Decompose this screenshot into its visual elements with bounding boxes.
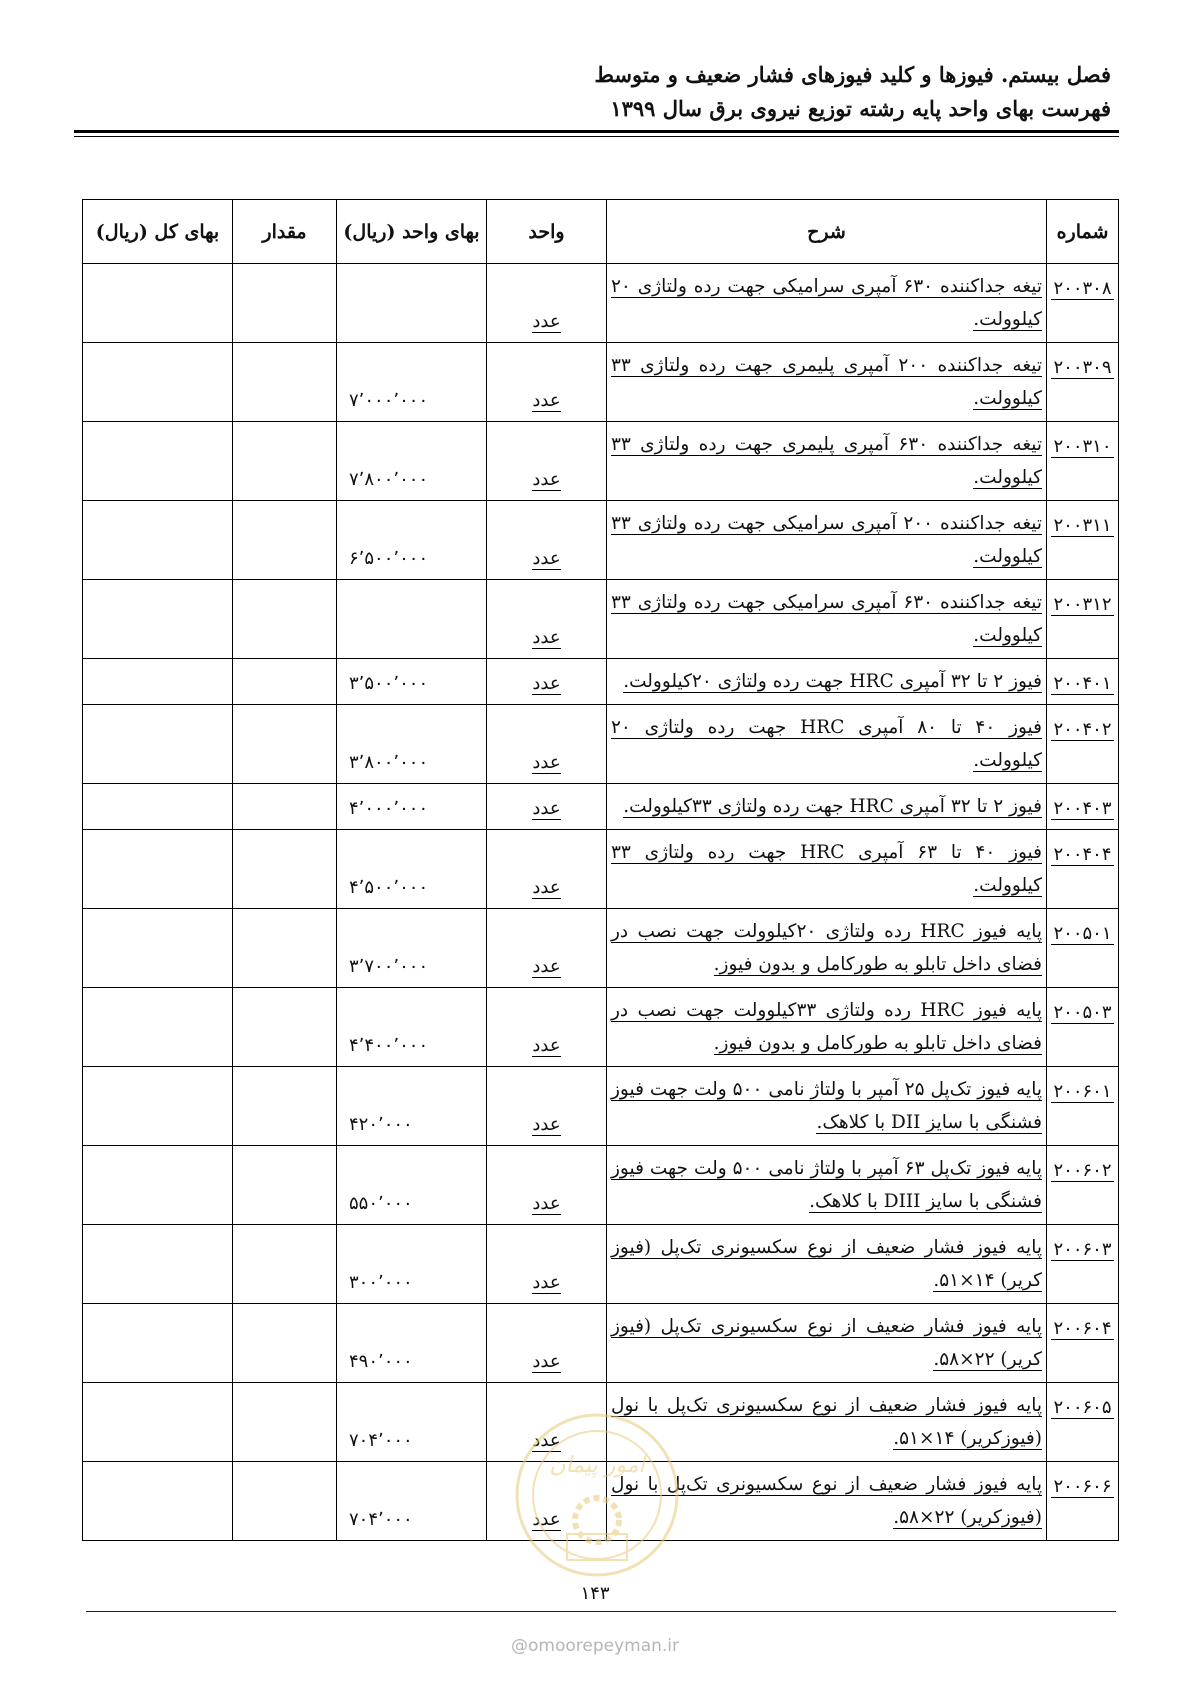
item-number [1047,830,1119,909]
table-header-row [83,200,1119,264]
item-number [1047,580,1119,659]
item-unit-text: عدد [532,390,561,411]
item-number-text: ۲۰۰۳۰۸ [1053,278,1112,299]
item-total-price [83,705,233,784]
table-row [83,909,1119,988]
item-description-text: پایه فیوز HRC رده ولتاژی ۲۰کیلوولت جهت نصب در فضای داخل تابلو به طورکامل و بدون فیوز. [611,921,1043,975]
item-description-text: پایه فیوز فشار ضعیف از نوع سکسیونری تک‌پل (فیوز کریر) ۲۲×۵۸. [611,1316,1042,1370]
item-unit [487,988,607,1067]
item-description [607,705,1047,784]
table-row [83,1225,1119,1304]
item-unit [487,909,607,988]
item-number-text: ۲۰۰۳۱۲ [1053,594,1112,615]
item-description [607,784,1047,830]
item-number [1047,659,1119,705]
item-description [607,422,1047,501]
item-number [1047,1225,1119,1304]
footer-rule [86,1611,1116,1612]
item-unit-text: عدد [532,1035,561,1056]
item-description-text: تیغه جداکننده ۶۳۰ آمپری سرامیکی جهت رده ولتاژی ۳۳ کیلوولت. [611,592,1043,646]
item-description [607,1067,1047,1146]
item-unit [487,705,607,784]
item-unit-price: ۷٬۸۰۰٬۰۰۰ [337,422,487,501]
stamp-lettering: امور پیمان [549,1453,645,1478]
item-description [607,501,1047,580]
website-watermark: @omoorepeyman.ir [510,1636,680,1656]
item-number-text: ۲۰۰۴۰۳ [1053,798,1112,819]
item-number-text: ۲۰۰۶۰۲ [1053,1160,1112,1181]
item-total-price [83,1462,233,1541]
item-unit-price: ۳۰۰٬۰۰۰ [337,1225,487,1304]
item-unit [487,1146,607,1225]
item-number [1047,705,1119,784]
item-total-price [83,343,233,422]
item-description-text: پایه فیوز فشار ضعیف از نوع سکسیونری تک‌پل با نول (فیوزکریر) ۲۲×۵۸. [611,1474,1042,1528]
item-description-text: فیوز ۲ تا ۳۲ آمپری HRC جهت رده ولتاژی ۲۰کیلوولت. [623,671,1042,692]
item-quantity [233,422,337,501]
price-table [82,199,1119,1541]
item-total-price [83,501,233,580]
item-description [607,1304,1047,1383]
item-number [1047,1462,1119,1541]
item-number [1047,343,1119,422]
table-row [83,705,1119,784]
item-unit-text: عدد [532,877,561,898]
item-unit-price [337,580,487,659]
item-unit-text: عدد [532,752,561,773]
item-number [1047,988,1119,1067]
page-header [594,58,1111,126]
item-unit-price: ۷۰۴٬۰۰۰ [337,1462,487,1541]
item-description [607,988,1047,1067]
item-total-price [83,1225,233,1304]
watermark-stamp [512,1410,682,1580]
item-unit [487,659,607,705]
item-unit-text: عدد [532,673,561,694]
item-description-text: پایه فیوز تک‌پل ۶۳ آمپر با ولتاژ نامی ۵۰۰ ولت جهت فیوز فشنگی با سایز DIII با کلاهک. [611,1158,1042,1212]
table-row [83,830,1119,909]
chapter-title: فصل بیستم. فیوزها و کلید فیوزهای فشار ضعیف و متوسط [594,62,1111,87]
item-description-text: تیغه جداکننده ۶۳۰ آمپری سرامیکی جهت رده ولتاژی ۲۰ کیلوولت. [611,276,1043,330]
page-number: ۱۴۳ [580,1583,610,1604]
header-rule-thick [74,130,1119,133]
item-quantity [233,988,337,1067]
item-total-price [83,909,233,988]
item-total-price [83,1304,233,1383]
table-row [83,784,1119,830]
table-row [83,422,1119,501]
item-unit-price: ۷۰۴٬۰۰۰ [337,1383,487,1462]
item-total-price [83,1067,233,1146]
item-description [607,343,1047,422]
item-unit-price: ۴٬۴۰۰٬۰۰۰ [337,988,487,1067]
item-description-text: تیغه جداکننده ۲۰۰ آمپری پلیمری جهت رده ولتاژی ۳۳ کیلوولت. [611,355,1043,409]
item-unit-text: عدد [532,1193,561,1214]
item-description [607,1146,1047,1225]
item-quantity [233,659,337,705]
item-number-text: ۲۰۰۶۰۳ [1053,1239,1112,1260]
item-number-text: ۲۰۰۴۰۱ [1053,673,1112,694]
item-number-text: ۲۰۰۴۰۲ [1053,719,1112,740]
item-unit-text: عدد [532,956,561,977]
item-number [1047,1304,1119,1383]
item-number [1047,784,1119,830]
item-unit [487,501,607,580]
item-number [1047,501,1119,580]
item-number-text: ۲۰۰۳۰۹ [1053,357,1112,378]
item-total-price [83,659,233,705]
item-unit-price: ۷٬۰۰۰٬۰۰۰ [337,343,487,422]
item-unit-price: ۳٬۸۰۰٬۰۰۰ [337,705,487,784]
item-unit [487,1225,607,1304]
table-row [83,343,1119,422]
item-total-price [83,988,233,1067]
item-total-price [83,1383,233,1462]
item-quantity [233,1462,337,1541]
item-quantity [233,830,337,909]
item-unit-price [337,264,487,343]
item-quantity [233,1146,337,1225]
price-list-title: فهرست بهای واحد پایه رشته توزیع نیروی برق سال ۱۳۹۹ [610,96,1111,121]
item-number [1047,1383,1119,1462]
item-number [1047,264,1119,343]
item-number-text: ۲۰۰۳۱۰ [1053,436,1112,457]
item-unit-text: عدد [532,1430,561,1451]
item-unit [487,1304,607,1383]
item-description [607,659,1047,705]
item-unit [487,264,607,343]
item-total-price [83,784,233,830]
item-quantity [233,705,337,784]
item-quantity [233,1225,337,1304]
item-description-text: تیغه جداکننده ۲۰۰ آمپری سرامیکی جهت رده ولتاژی ۳۳ کیلوولت. [611,513,1043,567]
item-description-text: تیغه جداکننده ۶۳۰ آمپری پلیمری جهت رده ولتاژی ۳۳ کیلوولت. [611,434,1043,488]
item-quantity [233,264,337,343]
item-unit-text: عدد [532,548,561,569]
item-number-text: ۲۰۰۶۰۱ [1053,1081,1112,1102]
item-quantity [233,1383,337,1462]
item-quantity [233,580,337,659]
item-unit [487,422,607,501]
table-row [83,1146,1119,1225]
table-row [83,1304,1119,1383]
table-row [83,1067,1119,1146]
item-unit [487,580,607,659]
item-description-text: پایه فیوز HRC رده ولتاژی ۳۳کیلوولت جهت نصب در فضای داخل تابلو به طورکامل و بدون فیوز. [611,1000,1043,1054]
item-quantity [233,501,337,580]
column-header-description: شرح [607,200,1047,264]
column-header-total-price: بهای کل (ریال) [83,200,233,264]
item-total-price [83,1146,233,1225]
column-header-quantity: مقدار [233,200,337,264]
item-number-text: ۲۰۰۳۱۱ [1053,515,1112,536]
item-number [1047,909,1119,988]
item-description [607,909,1047,988]
table-row [83,501,1119,580]
item-number-text: ۲۰۰۴۰۴ [1053,844,1112,865]
item-quantity [233,784,337,830]
item-quantity [233,1067,337,1146]
item-unit-price: ۶٬۵۰۰٬۰۰۰ [337,501,487,580]
item-description-text: پایه فیوز فشار ضعیف از نوع سکسیونری تک‌پل (فیوز کریر) ۱۴×۵۱. [611,1237,1042,1291]
item-description-text: فیوز ۴۰ تا ۸۰ آمپری HRC جهت رده ولتاژی ۲۰ کیلوولت. [611,717,1042,771]
column-header-unit-price: بهای واحد (ریال) [337,200,487,264]
item-unit-price: ۴۹۰٬۰۰۰ [337,1304,487,1383]
item-unit-text: عدد [532,1114,561,1135]
item-unit-price: ۳٬۷۰۰٬۰۰۰ [337,909,487,988]
item-total-price [83,580,233,659]
item-unit-text: عدد [532,1351,561,1372]
item-description [607,264,1047,343]
item-number-text: ۲۰۰۶۰۵ [1053,1397,1112,1418]
item-quantity [233,909,337,988]
item-total-price [83,830,233,909]
item-description-text: فیوز ۴۰ تا ۶۳ آمپری HRC جهت رده ولتاژی ۳۳ کیلوولت. [611,842,1042,896]
item-number [1047,1146,1119,1225]
table-row [83,659,1119,705]
item-description-text: پایه فیوز تک‌پل ۲۵ آمپر با ولتاژ نامی ۵۰۰ ولت جهت فیوز فشنگی با سایز DII با کلاهک. [611,1079,1042,1133]
item-description [607,1225,1047,1304]
table-row [83,988,1119,1067]
item-total-price [83,422,233,501]
item-quantity [233,1304,337,1383]
item-number [1047,1067,1119,1146]
item-number [1047,422,1119,501]
item-number-text: ۲۰۰۵۰۱ [1053,923,1112,944]
item-unit-price: ۴٬۵۰۰٬۰۰۰ [337,830,487,909]
item-unit-price: ۳٬۵۰۰٬۰۰۰ [337,659,487,705]
item-unit [487,343,607,422]
item-unit [487,830,607,909]
item-unit-text: عدد [532,1272,561,1293]
item-unit-price: ۴٬۰۰۰٬۰۰۰ [337,784,487,830]
item-number-text: ۲۰۰۵۰۳ [1053,1002,1112,1023]
item-unit-text: عدد [532,311,561,332]
item-unit-text: عدد [532,627,561,648]
item-description [607,580,1047,659]
item-number-text: ۲۰۰۶۰۴ [1053,1318,1112,1339]
item-description-text: پایه فیوز فشار ضعیف از نوع سکسیونری تک‌پل با نول (فیوزکریر) ۱۴×۵۱. [611,1395,1042,1449]
item-unit-text: عدد [532,469,561,490]
item-quantity [233,343,337,422]
item-unit-text: عدد [532,1509,561,1530]
item-total-price [83,264,233,343]
item-unit [487,784,607,830]
column-header-unit: واحد [487,200,607,264]
table-row [83,264,1119,343]
header-rule-thin [74,136,1119,137]
item-description [607,830,1047,909]
item-unit-text: عدد [532,798,561,819]
item-unit [487,1067,607,1146]
table-row [83,580,1119,659]
column-header-number: شماره [1047,200,1119,264]
item-unit-price: ۴۲۰٬۰۰۰ [337,1067,487,1146]
item-number-text: ۲۰۰۶۰۶ [1053,1476,1112,1497]
item-description-text: فیوز ۲ تا ۳۲ آمپری HRC جهت رده ولتاژی ۳۳کیلوولت. [623,796,1042,817]
item-unit-price: ۵۵۰٬۰۰۰ [337,1146,487,1225]
